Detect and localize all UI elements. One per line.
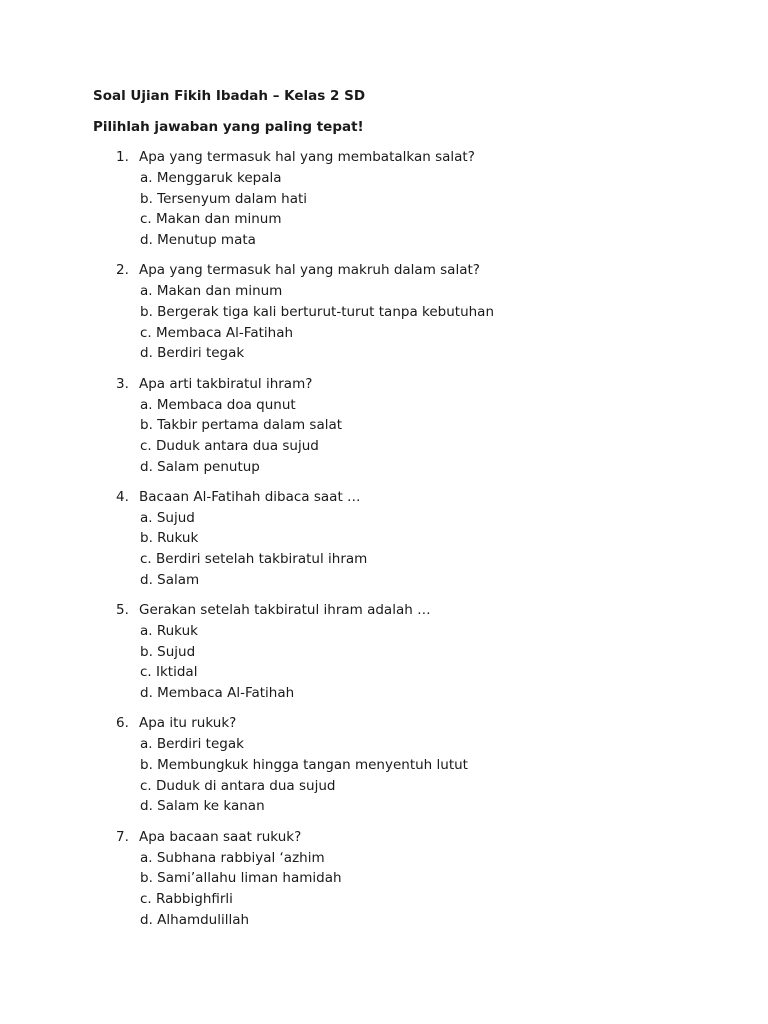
answer-option: d. Berdiri tegak [140, 345, 245, 362]
question-item [0, 713, 768, 817]
question-row [0, 487, 768, 508]
answer-option: b. Membungkuk hingga tangan menyentuh lutut [140, 756, 468, 773]
question-text: Apa yang termasuk hal yang makruh dalam salat? [139, 262, 480, 279]
option-list [0, 508, 768, 591]
answer-option: a. Subhana rabbiyal ‘azhim [140, 849, 325, 866]
question-item [0, 600, 768, 704]
answer-option: d. Salam [140, 571, 200, 588]
answer-option: b. Sujud [140, 643, 196, 660]
answer-option: c. Membaca Al-Fatihah [140, 324, 294, 341]
question-text: Apa arti takbiratul ihram? [139, 375, 313, 392]
question-number: 3. [116, 375, 129, 392]
document-title: Soal Ujian Fikih Ibadah – Kelas 2 SD [93, 88, 366, 104]
question-text: Apa yang termasuk hal yang membatalkan salat? [139, 149, 475, 165]
answer-option: b. Rukuk [140, 530, 199, 547]
question-row [0, 713, 768, 734]
question-row [0, 147, 768, 168]
option-list [0, 848, 768, 931]
instruction-text: Pilihlah jawaban yang paling tepat! [93, 119, 364, 135]
answer-option: d. Salam ke kanan [140, 798, 265, 815]
question-item [0, 827, 768, 931]
answer-option: a. Membaca doa qunut [140, 396, 296, 413]
question-text: Bacaan Al-Fatihah dibaca saat … [139, 488, 361, 505]
question-number: 6. [116, 715, 129, 732]
question-row [0, 827, 768, 848]
answer-option: d. Alhamdulillah [140, 911, 250, 928]
question-text: Gerakan setelah takbiratul ihram adalah … [139, 602, 431, 618]
answer-option: c. Duduk di antara dua sujud [140, 777, 336, 794]
question-row [0, 600, 768, 621]
answer-option: c. Makan dan minum [140, 211, 282, 228]
question-item [0, 487, 768, 591]
question-number: 7. [116, 828, 129, 845]
question-list [0, 147, 768, 940]
answer-option: a. Berdiri tegak [140, 736, 244, 753]
answer-option: a. Menggaruk kepala [140, 170, 282, 186]
question-row [0, 374, 768, 395]
answer-option: d. Menutup mata [140, 232, 256, 249]
question-number: 2. [116, 262, 129, 279]
option-list [0, 734, 768, 817]
question-item [0, 260, 768, 364]
question-row [0, 260, 768, 281]
answer-option: d. Membaca Al-Fatihah [140, 685, 295, 702]
answer-option: b. Bergerak tiga kali berturut-turut tanpa kebutuhan [140, 303, 495, 320]
answer-option: c. Rabbighfirli [140, 890, 233, 907]
answer-option: b. Tersenyum dalam hati [140, 190, 308, 207]
answer-option: b. Sami’allahu liman hamidah [140, 870, 342, 887]
answer-option: a. Sujud [140, 509, 195, 526]
answer-option: a. Makan dan minum [140, 283, 283, 300]
question-number: 5. [116, 602, 129, 618]
option-list [0, 395, 768, 478]
option-list [0, 621, 768, 704]
question-number: 4. [116, 488, 129, 505]
question-number: 1. [116, 149, 129, 165]
option-list [0, 168, 768, 251]
question-text: Apa bacaan saat rukuk? [139, 828, 302, 845]
answer-option: a. Rukuk [140, 623, 198, 639]
answer-option: c. Duduk antara dua sujud [140, 437, 319, 454]
answer-option: c. Berdiri setelah takbiratul ihram [140, 551, 368, 568]
answer-option: d. Salam penutup [140, 458, 260, 475]
answer-option: c. Iktidal [140, 664, 198, 681]
question-text: Apa itu rukuk? [139, 715, 237, 732]
option-list [0, 281, 768, 364]
question-item [0, 374, 768, 478]
question-item [0, 147, 768, 251]
answer-option: b. Takbir pertama dalam salat [140, 417, 343, 434]
